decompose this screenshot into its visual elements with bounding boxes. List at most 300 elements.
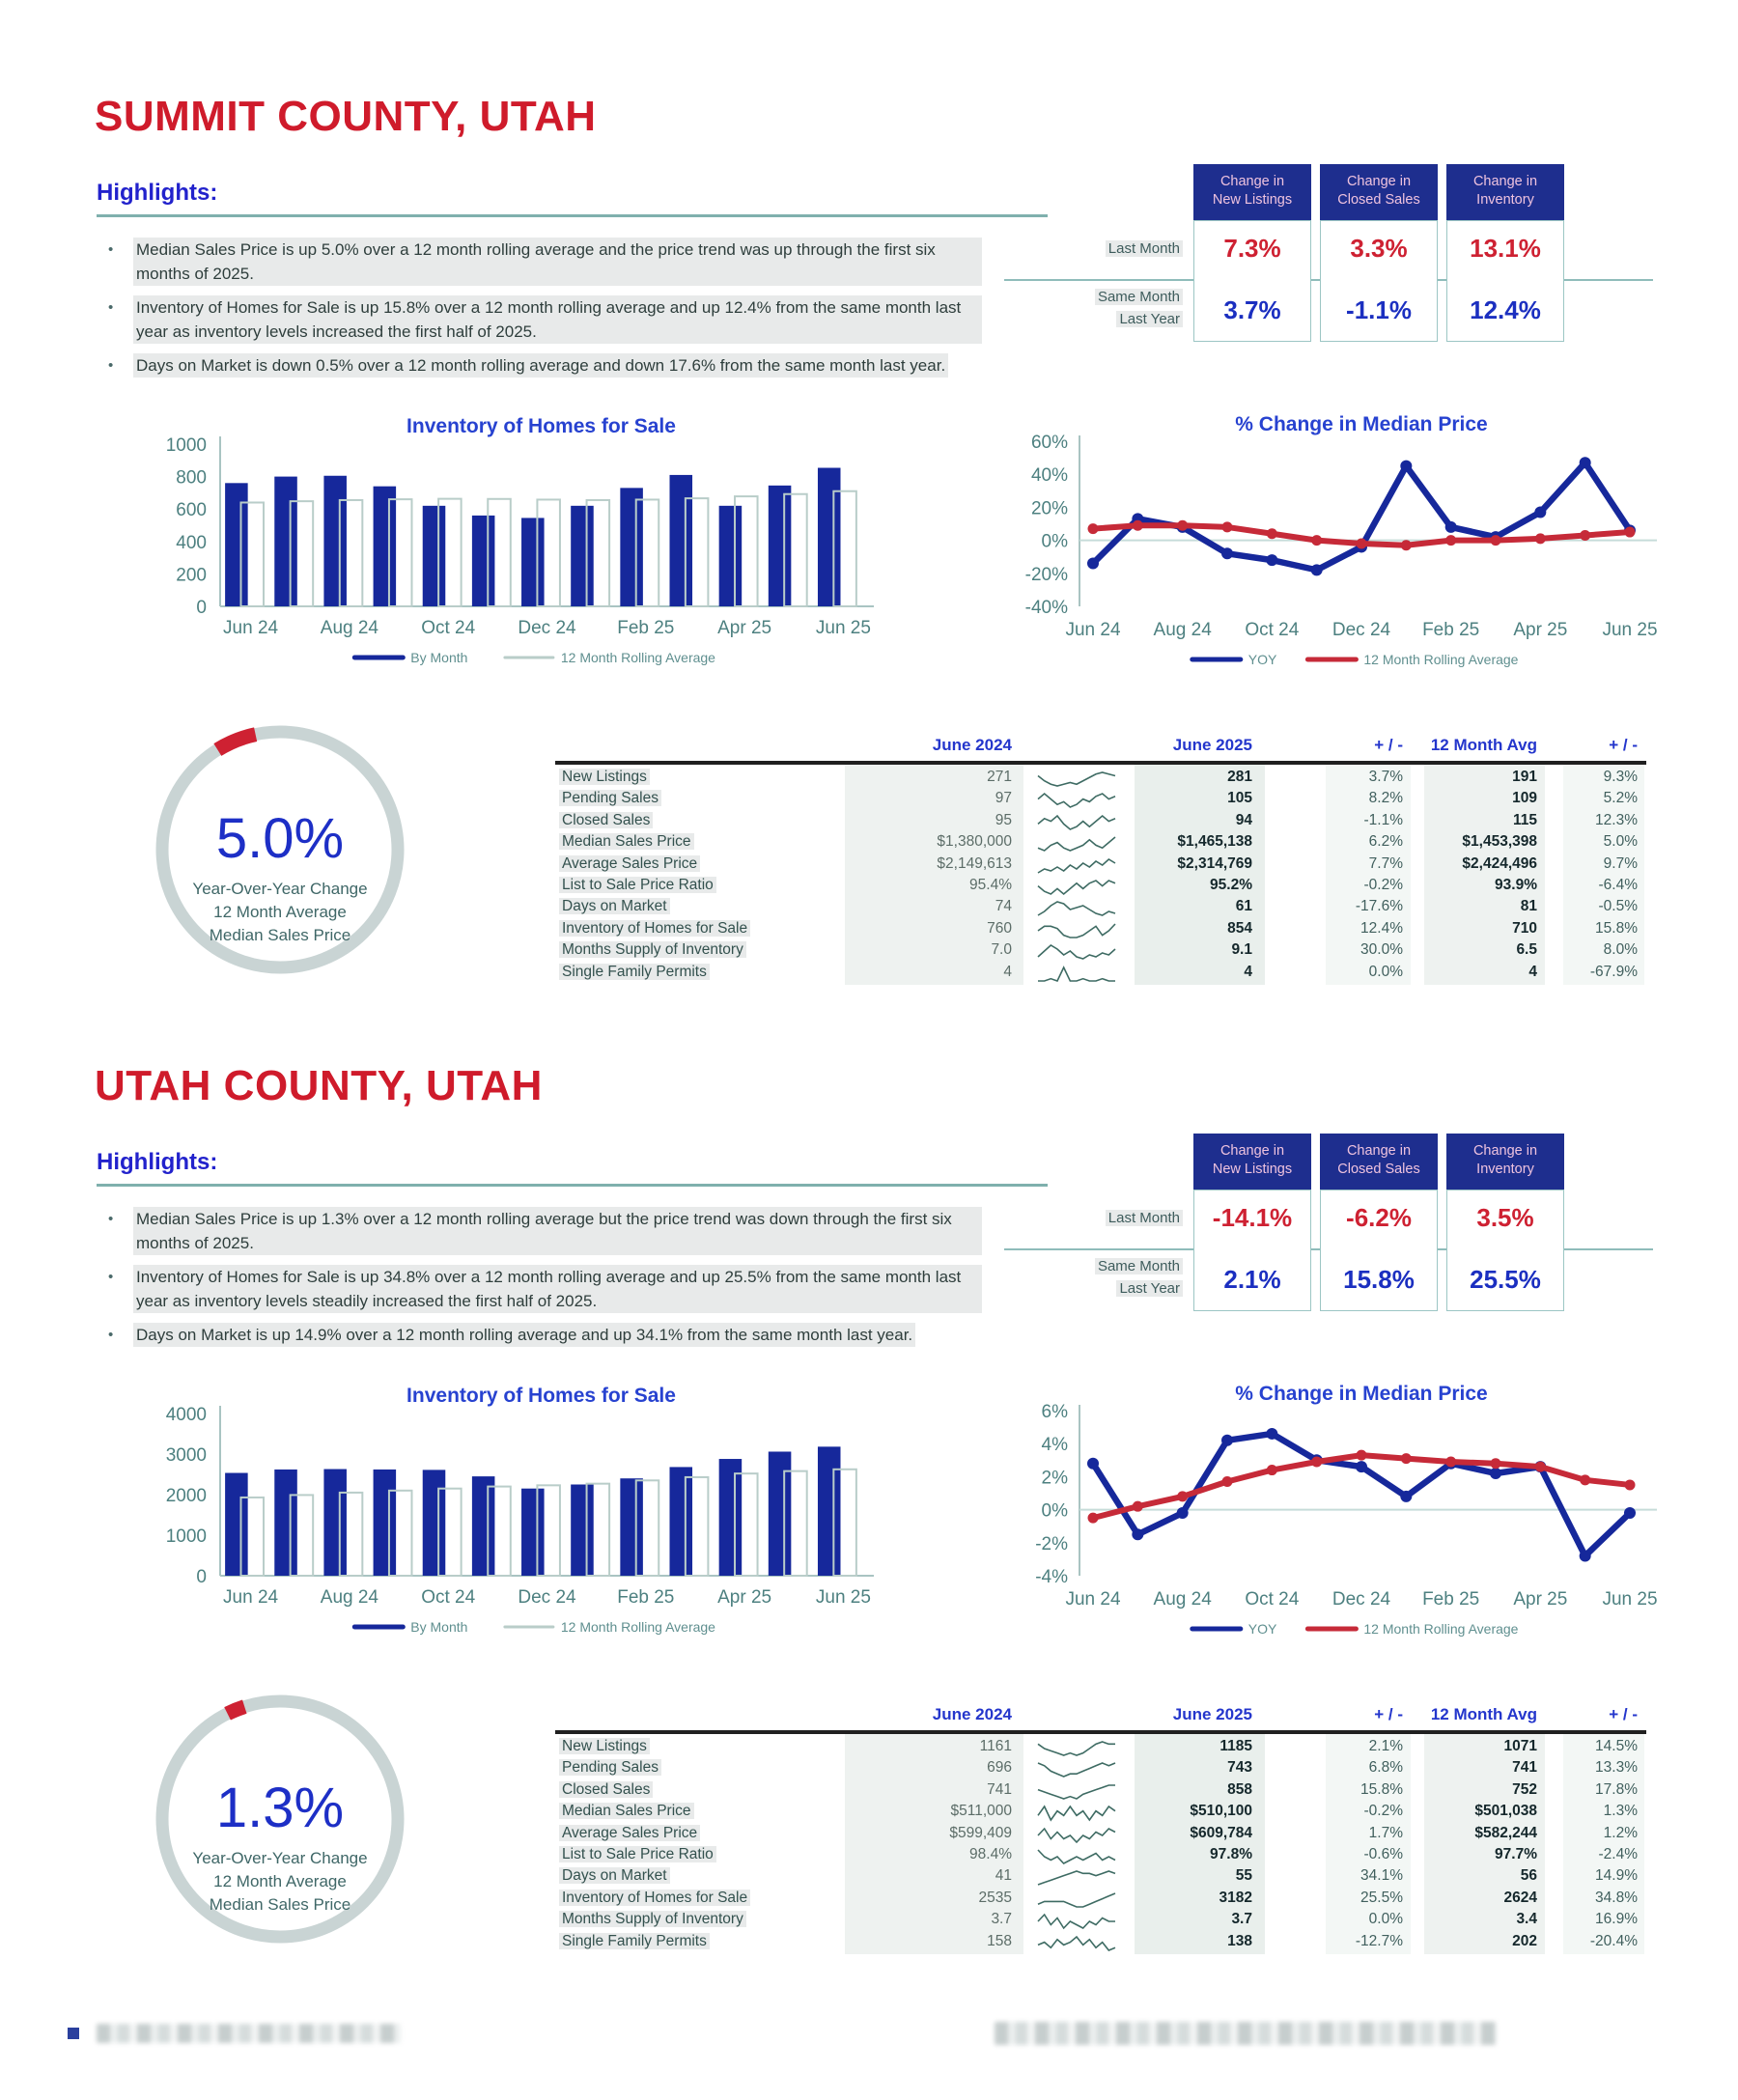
x-tick-label: Dec 24 bbox=[518, 618, 576, 638]
stats-cell-avg_change: 16.9% bbox=[1595, 1911, 1638, 1928]
y-tick-label: 3000 bbox=[165, 1445, 207, 1466]
stats-row-label-text: Average Sales Price bbox=[559, 1825, 700, 1841]
bar-by-month bbox=[620, 488, 643, 606]
y-tick-label: 4000 bbox=[165, 1405, 207, 1425]
bullet-marker: • bbox=[108, 357, 114, 374]
data-point bbox=[1625, 527, 1636, 538]
legend-label: 12 Month Rolling Average bbox=[560, 650, 715, 665]
summit-county-section bbox=[0, 0, 1738, 980]
bar-by-month bbox=[274, 1470, 297, 1576]
data-point bbox=[1356, 1461, 1367, 1472]
x-tick-label: Feb 25 bbox=[617, 618, 675, 638]
y-tick-label: 0% bbox=[1041, 531, 1068, 552]
highlights-heading: Highlights: bbox=[97, 180, 218, 206]
data-point bbox=[1580, 1474, 1590, 1485]
y-tick-label: -20% bbox=[1024, 564, 1068, 585]
data-point bbox=[1624, 1507, 1636, 1519]
chart-title: Inventory of Homes for Sale bbox=[406, 415, 676, 437]
data-point bbox=[1132, 1528, 1143, 1540]
change-value-same-month: -1.1% bbox=[1346, 295, 1412, 324]
bar-by-month bbox=[769, 486, 792, 606]
stats-cell-avg_12mo: 2624 bbox=[1503, 1889, 1537, 1906]
stats-row-label-text: Days on Market bbox=[559, 898, 670, 914]
bar-by-month bbox=[323, 1470, 347, 1576]
stats-row-label-text: New Listings bbox=[559, 769, 650, 785]
y-tick-label: 200 bbox=[176, 565, 207, 586]
stats-cell-avg_12mo: 3.4 bbox=[1516, 1911, 1537, 1928]
sparkline bbox=[1036, 792, 1117, 809]
x-tick-label: Aug 24 bbox=[320, 1587, 379, 1608]
x-tick-label: Jun 24 bbox=[223, 618, 279, 638]
sparkline-path bbox=[1038, 1850, 1115, 1863]
stats-row-label-text: Pending Sales bbox=[559, 1759, 661, 1776]
y-tick-label: 0% bbox=[1041, 1500, 1068, 1522]
stats-cell-change: 12.4% bbox=[1360, 919, 1403, 937]
sparkline bbox=[1036, 857, 1117, 875]
change-col-header-new-listings bbox=[1193, 1134, 1311, 1190]
stats-row-label bbox=[559, 1803, 694, 1820]
stats-cell-avg_12mo: 741 bbox=[1512, 1759, 1537, 1777]
stats-cell-change: -0.2% bbox=[1363, 877, 1403, 893]
label-line: Last Month bbox=[1106, 1210, 1183, 1226]
sparkline-path bbox=[1038, 859, 1115, 873]
x-tick-label: Apr 25 bbox=[717, 1587, 772, 1608]
change-col-header-new-listings bbox=[1193, 164, 1311, 220]
data-point bbox=[1222, 1476, 1233, 1487]
bar-by-month bbox=[571, 1485, 594, 1577]
y-tick-label: 800 bbox=[176, 467, 207, 489]
stats-cell-june_2025: 854 bbox=[1227, 919, 1252, 937]
sparkline-path bbox=[1038, 902, 1115, 915]
sparkline-path bbox=[1038, 1785, 1115, 1799]
sparkline bbox=[1036, 1740, 1117, 1757]
stats-col-header: June 2025 bbox=[1172, 1705, 1252, 1723]
data-point bbox=[1625, 1479, 1636, 1490]
stats-row-label-text: List to Sale Price Ratio bbox=[559, 1846, 716, 1862]
stats-cell-june_2024: $2,149,613 bbox=[937, 854, 1012, 872]
stats-cell-june_2024: 98.4% bbox=[969, 1846, 1012, 1862]
footer-logo-mark bbox=[68, 2028, 79, 2039]
sparkline bbox=[1036, 1848, 1117, 1865]
bar-by-month bbox=[818, 468, 841, 606]
stats-cell-change: 25.5% bbox=[1360, 1889, 1403, 1906]
header-line: Change in bbox=[1346, 174, 1412, 189]
label-line: Last Year bbox=[1116, 1280, 1183, 1297]
label-line: Same Month bbox=[1095, 289, 1183, 305]
data-point bbox=[1311, 564, 1323, 575]
header-line: New Listings bbox=[1212, 1162, 1293, 1177]
stats-cell-june_2024: 2535 bbox=[978, 1889, 1012, 1906]
stats-cell-change: 1.7% bbox=[1368, 1824, 1403, 1841]
stats-cell-avg_12mo: 1071 bbox=[1503, 1738, 1537, 1754]
stats-cell-june_2025: 97.8% bbox=[1210, 1846, 1252, 1862]
stats-col-header: 12 Month Avg bbox=[1430, 736, 1537, 754]
x-tick-label: Jun 25 bbox=[1602, 620, 1658, 640]
bullet-text: Days on Market is up 14.9% over a 12 month rolling average and up 34.1% from the same month last year. bbox=[133, 1323, 915, 1347]
label-line: Last Year bbox=[1116, 311, 1183, 327]
stats-cell-june_2024: 41 bbox=[995, 1867, 1012, 1885]
change-value-last-month: 3.3% bbox=[1350, 234, 1408, 263]
sparkline bbox=[1036, 1761, 1117, 1778]
stats-row-label bbox=[559, 1911, 746, 1928]
stats-cell-june_2025: $510,100 bbox=[1190, 1803, 1252, 1820]
data-point bbox=[1445, 521, 1457, 533]
inventory-bar-chart-svg bbox=[145, 415, 908, 681]
bar-by-month bbox=[521, 1489, 545, 1576]
change-value-same-month: 25.5% bbox=[1470, 1265, 1541, 1294]
stats-col-header: + / - bbox=[1609, 1705, 1638, 1723]
header-line: New Listings bbox=[1212, 192, 1293, 208]
x-tick-label: Aug 24 bbox=[1153, 620, 1212, 640]
bullet-text: Median Sales Price is up 1.3% over a 12 month rolling average but the price trend was down through the first six months of 2025. bbox=[133, 1207, 982, 1255]
inventory-bar-chart-svg bbox=[145, 1385, 908, 1650]
stats-cell-avg_12mo: 81 bbox=[1520, 898, 1537, 915]
x-tick-label: Feb 25 bbox=[1422, 620, 1480, 640]
data-point bbox=[1266, 1428, 1277, 1440]
x-tick-label: Dec 24 bbox=[1332, 620, 1391, 640]
data-point bbox=[1445, 535, 1456, 546]
y-tick-label: -40% bbox=[1024, 598, 1068, 618]
stats-cell-june_2024: 696 bbox=[987, 1759, 1012, 1777]
gauge-svg bbox=[143, 1684, 423, 1964]
x-tick-label: Jun 24 bbox=[223, 1587, 279, 1608]
stats-row-label-text: Months Supply of Inventory bbox=[559, 941, 746, 958]
y-tick-label: -4% bbox=[1035, 1567, 1068, 1587]
data-point bbox=[1267, 528, 1277, 539]
data-point bbox=[1177, 520, 1188, 531]
label-line: Same Month bbox=[1095, 1258, 1183, 1274]
stats-cell-avg_12mo: 4 bbox=[1528, 963, 1537, 980]
highlight-bullet bbox=[108, 353, 982, 378]
data-point bbox=[1445, 1457, 1456, 1468]
footer-right-redacted-text bbox=[995, 2022, 1497, 2045]
stats-cell-june_2025: 9.1 bbox=[1231, 941, 1252, 959]
change-value-same-month: 15.8% bbox=[1343, 1265, 1415, 1294]
stats-row-label-text: Closed Sales bbox=[559, 812, 653, 828]
sparkline-path bbox=[1038, 1915, 1115, 1928]
legend-label: 12 Month Rolling Average bbox=[560, 1619, 715, 1635]
gauge-svg bbox=[143, 714, 423, 994]
stats-cell-avg_change: -20.4% bbox=[1589, 1932, 1638, 1949]
stats-cell-avg_change: 1.2% bbox=[1603, 1824, 1638, 1841]
sparkline bbox=[1036, 835, 1117, 853]
bar-by-month bbox=[719, 1459, 743, 1576]
change-value-same-month: 3.7% bbox=[1223, 295, 1281, 324]
sparkline bbox=[1036, 1935, 1117, 1952]
stats-row-label-text: Pending Sales bbox=[559, 790, 661, 806]
sparkline-path bbox=[1038, 816, 1115, 829]
data-point bbox=[1491, 535, 1501, 546]
stats-row-label bbox=[559, 833, 694, 851]
stats-cell-change: -12.7% bbox=[1355, 1932, 1403, 1949]
stats-cell-change: 0.0% bbox=[1368, 1911, 1403, 1928]
stats-cell-june_2025: 105 bbox=[1227, 790, 1252, 807]
bullet-text: Inventory of Homes for Sale is up 15.8% over a 12 month rolling average and up 12.4% from the same month last year as inventory levels increased the first half of 2025. bbox=[133, 295, 982, 344]
data-point bbox=[1088, 1513, 1099, 1524]
legend-label: YOY bbox=[1247, 1621, 1277, 1637]
stats-row-label bbox=[559, 941, 746, 959]
legend-label: By Month bbox=[410, 650, 468, 665]
bar-by-month bbox=[620, 1478, 643, 1576]
stats-cell-june_2025: $1,465,138 bbox=[1177, 833, 1252, 851]
stats-cell-avg_12mo: $2,424,496 bbox=[1462, 854, 1537, 872]
stats-cell-june_2024: 3.7 bbox=[991, 1911, 1012, 1928]
stats-cell-june_2025: 55 bbox=[1235, 1867, 1252, 1885]
change-value-last-month: -14.1% bbox=[1212, 1203, 1293, 1232]
data-point bbox=[1087, 1458, 1099, 1470]
stats-cell-change: 15.8% bbox=[1360, 1780, 1403, 1798]
stats-cell-june_2025: 95.2% bbox=[1210, 877, 1252, 893]
sparkline bbox=[1036, 1805, 1117, 1822]
bar-by-month bbox=[225, 483, 248, 606]
stats-col-header: June 2024 bbox=[932, 1705, 1012, 1723]
stats-cell-change: -1.1% bbox=[1363, 811, 1403, 828]
bar-by-month bbox=[423, 1470, 446, 1576]
sparkline-path bbox=[1038, 1871, 1115, 1885]
bar-by-month bbox=[423, 506, 446, 606]
change-row-label-last-month bbox=[1004, 238, 1183, 260]
stats-cell-june_2025: 4 bbox=[1244, 963, 1252, 980]
sparkline-path bbox=[1038, 837, 1115, 851]
x-tick-label: Oct 24 bbox=[1245, 1589, 1300, 1610]
header-line: Change in bbox=[1346, 1143, 1412, 1159]
stats-header-rule bbox=[555, 1730, 1646, 1734]
stats-cell-avg_change: -0.5% bbox=[1598, 898, 1638, 915]
y-tick-label: -2% bbox=[1035, 1533, 1068, 1554]
x-tick-label: Oct 24 bbox=[421, 618, 476, 638]
gauge-value: 1.3% bbox=[215, 1777, 345, 1839]
stats-cell-june_2024: $1,380,000 bbox=[937, 833, 1012, 851]
data-point bbox=[1177, 1491, 1188, 1501]
stats-cell-june_2024: $511,000 bbox=[950, 1803, 1012, 1820]
x-tick-label: Apr 25 bbox=[1513, 1589, 1568, 1610]
y-tick-label: 20% bbox=[1030, 498, 1068, 519]
stats-cell-change: -17.6% bbox=[1355, 898, 1403, 915]
highlights-divider bbox=[97, 1184, 1048, 1187]
bar-by-month bbox=[323, 476, 347, 606]
bullet-marker: • bbox=[108, 241, 114, 258]
x-tick-label: Oct 24 bbox=[421, 1587, 476, 1608]
stats-cell-june_2024: $599,409 bbox=[949, 1824, 1012, 1841]
data-point bbox=[1401, 540, 1412, 550]
stats-cell-june_2024: 95.4% bbox=[969, 877, 1012, 893]
sparkline bbox=[1036, 879, 1117, 896]
y-tick-label: 400 bbox=[176, 532, 207, 553]
stats-row-label bbox=[559, 1867, 670, 1885]
y-tick-label: 0 bbox=[196, 1567, 207, 1587]
median-price-line-chart bbox=[1004, 1385, 1680, 1650]
header-line: Inventory bbox=[1476, 192, 1534, 208]
stats-row-label-text: Median Sales Price bbox=[559, 1803, 694, 1819]
stats-cell-june_2025: 281 bbox=[1227, 769, 1252, 785]
y-tick-label: 2000 bbox=[165, 1486, 207, 1506]
bullet-text: Days on Market is down 0.5% over a 12 month rolling average and down 17.6% from the same month last year. bbox=[133, 353, 948, 378]
data-point bbox=[1357, 1450, 1367, 1461]
stats-col-header: + / - bbox=[1609, 736, 1638, 754]
stats-cell-avg_change: 17.8% bbox=[1595, 1780, 1638, 1798]
bullet-text: Inventory of Homes for Sale is up 34.8% over a 12 month rolling average and up 25.5% from the same month last year as inventory levels steadily increased the first half of 2025. bbox=[133, 1265, 982, 1313]
x-tick-label: Oct 24 bbox=[1245, 620, 1300, 640]
sparkline-path bbox=[1038, 924, 1115, 938]
data-point bbox=[1491, 1458, 1501, 1469]
data-point bbox=[1401, 1453, 1412, 1464]
county-title: SUMMIT COUNTY, UTAH bbox=[95, 93, 597, 140]
sparkline-path bbox=[1038, 945, 1115, 959]
y-tick-label: 2% bbox=[1041, 1468, 1068, 1489]
x-tick-label: Jun 24 bbox=[1065, 620, 1121, 640]
change-value-last-month: -6.2% bbox=[1346, 1203, 1412, 1232]
median-price-line-chart bbox=[1004, 415, 1680, 681]
median-price-gauge bbox=[143, 1684, 423, 1964]
data-point bbox=[1221, 547, 1233, 559]
median-price-line-chart-svg bbox=[1004, 415, 1680, 681]
y-tick-label: 4% bbox=[1041, 1435, 1068, 1456]
data-point bbox=[1311, 1457, 1322, 1468]
stats-cell-change: 3.7% bbox=[1368, 769, 1403, 785]
stats-col-header: June 2024 bbox=[932, 736, 1012, 754]
stats-row-label-text: Inventory of Homes for Sale bbox=[559, 920, 750, 937]
chart-title: % Change in Median Price bbox=[1235, 1385, 1488, 1405]
stats-row-label bbox=[559, 855, 700, 873]
x-tick-label: Jun 25 bbox=[815, 1587, 871, 1608]
sparkline-path bbox=[1038, 1893, 1115, 1907]
y-tick-label: 1000 bbox=[165, 435, 207, 456]
bar-by-month bbox=[472, 516, 495, 606]
data-point bbox=[1221, 1435, 1233, 1446]
x-tick-label: Dec 24 bbox=[1332, 1589, 1391, 1610]
stats-row-label-text: Closed Sales bbox=[559, 1781, 653, 1798]
stats-cell-avg_change: 12.3% bbox=[1595, 811, 1638, 828]
data-point bbox=[1400, 1491, 1412, 1502]
y-tick-label: 60% bbox=[1030, 433, 1068, 453]
stats-cell-june_2025: 61 bbox=[1235, 898, 1252, 915]
header-line: Change in bbox=[1219, 174, 1285, 189]
change-value-same-month: 12.4% bbox=[1470, 295, 1541, 324]
header-line: Change in bbox=[1219, 1143, 1285, 1159]
stats-cell-avg_12mo: 97.7% bbox=[1495, 1846, 1537, 1862]
stats-row-label bbox=[559, 1738, 650, 1755]
highlight-bullet bbox=[108, 238, 982, 286]
stats-row-label-text: Days on Market bbox=[559, 1867, 670, 1884]
legend-label: YOY bbox=[1247, 652, 1277, 667]
stats-cell-change: 7.7% bbox=[1368, 854, 1403, 872]
header-line: Closed Sales bbox=[1337, 1162, 1420, 1177]
stats-row-label bbox=[559, 877, 716, 894]
data-point bbox=[1087, 558, 1099, 570]
bar-by-month bbox=[521, 518, 545, 606]
stats-cell-june_2024: 741 bbox=[987, 1780, 1012, 1798]
data-point bbox=[1311, 535, 1322, 546]
stats-cell-avg_change: 5.0% bbox=[1603, 833, 1638, 851]
utah-county-section bbox=[0, 969, 1738, 1949]
chart-title: Inventory of Homes for Sale bbox=[406, 1385, 676, 1407]
stats-row-label bbox=[559, 1759, 661, 1777]
data-point bbox=[1535, 533, 1546, 544]
bar-by-month bbox=[670, 1467, 693, 1576]
x-tick-label: Apr 25 bbox=[1513, 620, 1568, 640]
stats-cell-june_2025: 1185 bbox=[1219, 1738, 1252, 1754]
stats-row-label-text: Months Supply of Inventory bbox=[559, 1911, 746, 1927]
highlights-divider bbox=[97, 214, 1048, 217]
stats-cell-avg_change: 14.5% bbox=[1595, 1738, 1638, 1754]
stats-cell-june_2024: 7.0 bbox=[991, 941, 1012, 959]
bar-by-month bbox=[719, 506, 743, 606]
data-point bbox=[1177, 1507, 1189, 1519]
stats-header-rule bbox=[555, 761, 1646, 765]
x-tick-label: Jun 24 bbox=[1065, 1589, 1121, 1610]
stats-cell-change: 0.0% bbox=[1368, 963, 1403, 980]
data-point bbox=[1133, 520, 1143, 531]
stats-cell-avg_change: -67.9% bbox=[1589, 963, 1638, 980]
change-col-header-closed-sales bbox=[1320, 1134, 1438, 1190]
gauge-caption: 12 Month Average bbox=[213, 1872, 347, 1890]
stats-cell-avg_12mo: 202 bbox=[1512, 1932, 1537, 1949]
stats-cell-avg_12mo: 752 bbox=[1512, 1780, 1537, 1798]
change-value-same-month: 2.1% bbox=[1223, 1265, 1281, 1294]
stats-cell-avg_12mo: 56 bbox=[1520, 1867, 1537, 1885]
stats-row-label bbox=[559, 898, 670, 915]
stats-cell-avg_change: 5.2% bbox=[1603, 790, 1638, 807]
stats-cell-june_2025: 3182 bbox=[1219, 1889, 1252, 1906]
x-tick-label: Apr 25 bbox=[717, 618, 772, 638]
stats-row-label-text: Single Family Permits bbox=[559, 1933, 710, 1949]
x-tick-label: Jun 25 bbox=[1602, 1589, 1658, 1610]
header-line: Change in bbox=[1472, 174, 1538, 189]
stats-cell-avg_12mo: 93.9% bbox=[1495, 877, 1537, 893]
stats-row-label-text: Single Family Permits bbox=[559, 964, 710, 980]
x-tick-label: Aug 24 bbox=[1153, 1589, 1212, 1610]
gauge-caption: Median Sales Price bbox=[209, 1895, 351, 1914]
x-tick-label: Jun 25 bbox=[815, 618, 871, 638]
data-point bbox=[1534, 507, 1546, 518]
gauge-caption: Median Sales Price bbox=[209, 926, 351, 944]
stats-cell-avg_change: 9.7% bbox=[1603, 854, 1638, 872]
stats-cell-avg_change: 14.9% bbox=[1595, 1867, 1638, 1885]
stats-cell-change: 8.2% bbox=[1368, 790, 1403, 807]
stats-row-label bbox=[559, 1781, 653, 1799]
stats-cell-june_2024: 4 bbox=[1003, 963, 1012, 980]
sparkline-path bbox=[1038, 772, 1115, 786]
data-point bbox=[1580, 457, 1591, 468]
stats-cell-avg_12mo: 109 bbox=[1512, 790, 1537, 807]
stats-cell-avg_12mo: $501,038 bbox=[1474, 1803, 1537, 1820]
footer-left-redacted-text bbox=[97, 2024, 401, 2043]
header-line: Inventory bbox=[1476, 1162, 1534, 1177]
data-point bbox=[1133, 1501, 1143, 1512]
y-tick-label: 40% bbox=[1030, 465, 1068, 487]
stats-row-label bbox=[559, 1933, 710, 1950]
inventory-bar-chart bbox=[145, 415, 908, 681]
bullet-text: Median Sales Price is up 5.0% over a 12 month rolling average and the price trend was up through the first six months of 2025. bbox=[133, 238, 982, 286]
sparkline-path bbox=[1038, 1829, 1115, 1842]
stats-row-label bbox=[559, 920, 750, 938]
stats-cell-avg_change: -2.4% bbox=[1598, 1846, 1638, 1862]
data-point bbox=[1400, 461, 1412, 472]
data-point bbox=[1580, 1550, 1591, 1561]
median-price-line-chart-svg bbox=[1004, 1385, 1680, 1650]
sparkline-path bbox=[1038, 881, 1115, 894]
bullet-marker: • bbox=[108, 1269, 114, 1285]
bullet-marker: • bbox=[108, 1327, 114, 1343]
sparkline bbox=[1036, 943, 1117, 961]
stats-col-header: June 2025 bbox=[1172, 736, 1252, 754]
sparkline bbox=[1036, 922, 1117, 939]
gauge-caption: 12 Month Average bbox=[213, 903, 347, 921]
sparkline-path bbox=[1038, 1742, 1115, 1755]
bar-by-month bbox=[374, 487, 397, 606]
bar-by-month bbox=[670, 475, 693, 606]
sparkline-path bbox=[1038, 794, 1115, 807]
